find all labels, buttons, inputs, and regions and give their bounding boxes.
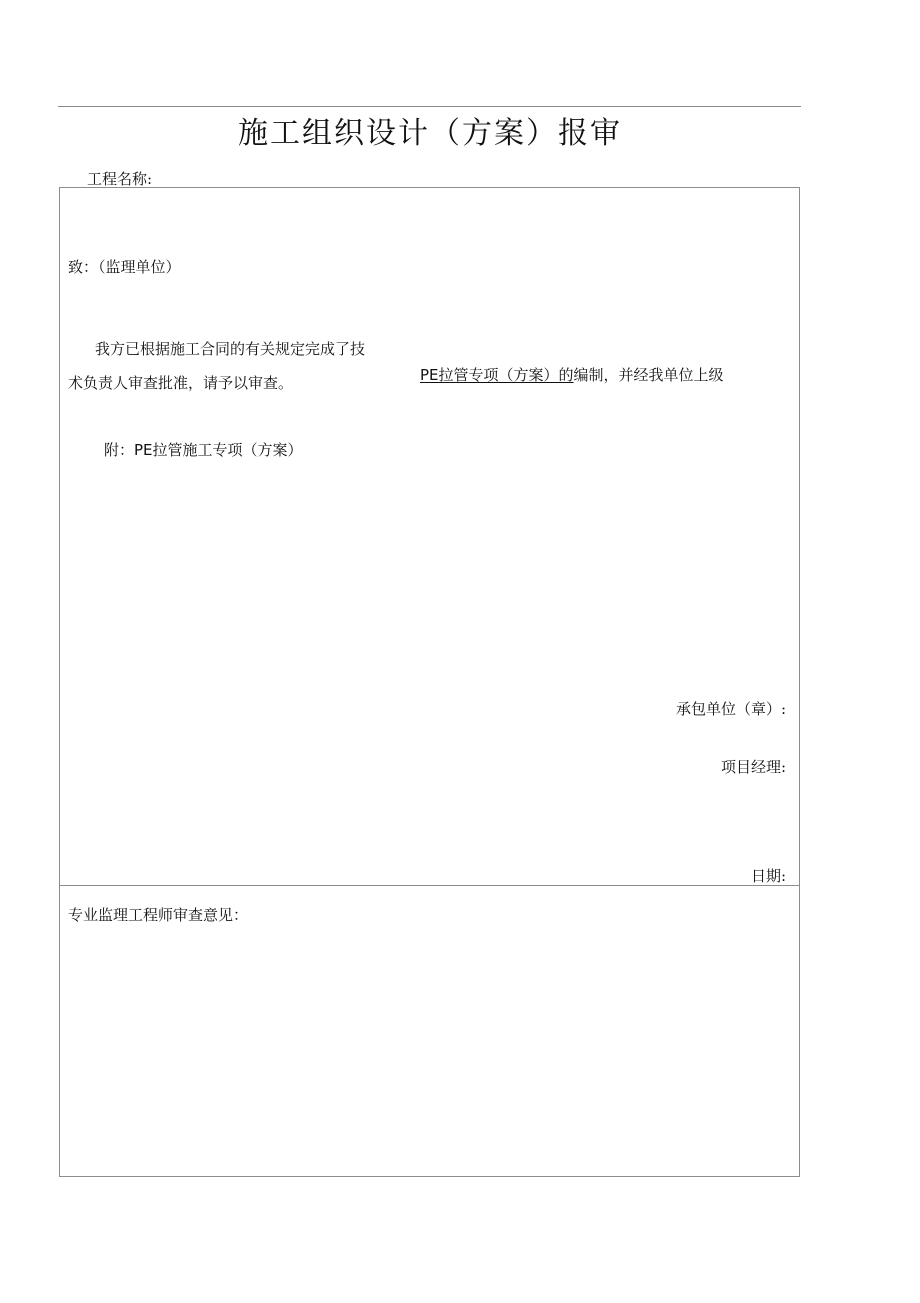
review-section <box>59 885 800 1177</box>
page-title: 施工组织设计（方案）报审 <box>238 116 622 151</box>
plan-name: PE拉管专项（方案）的 <box>420 366 574 384</box>
review-label: 专业监理工程师审查意见： <box>68 906 249 924</box>
body-line-2: 术负责人审查批准，请予以审查。 <box>68 374 294 392</box>
body-line-1: 我方已根据施工合同的有关规定完成了技 <box>95 340 366 358</box>
project-name-label: 工程名称: <box>87 170 153 188</box>
body-suffix: 编制，并经我单位上级 <box>573 366 724 384</box>
project-manager-label: 项目经理: <box>720 758 786 776</box>
attachment-line: 附：PE拉管施工专项（方案） <box>104 441 303 459</box>
submission-section <box>59 187 800 886</box>
header-rule <box>58 106 801 107</box>
contractor-label: 承包单位（章）: <box>675 700 786 718</box>
addressee-line: 致：（监理单位） <box>68 258 181 276</box>
date-label: 日期: <box>750 867 786 885</box>
plan-reference <box>420 364 724 385</box>
